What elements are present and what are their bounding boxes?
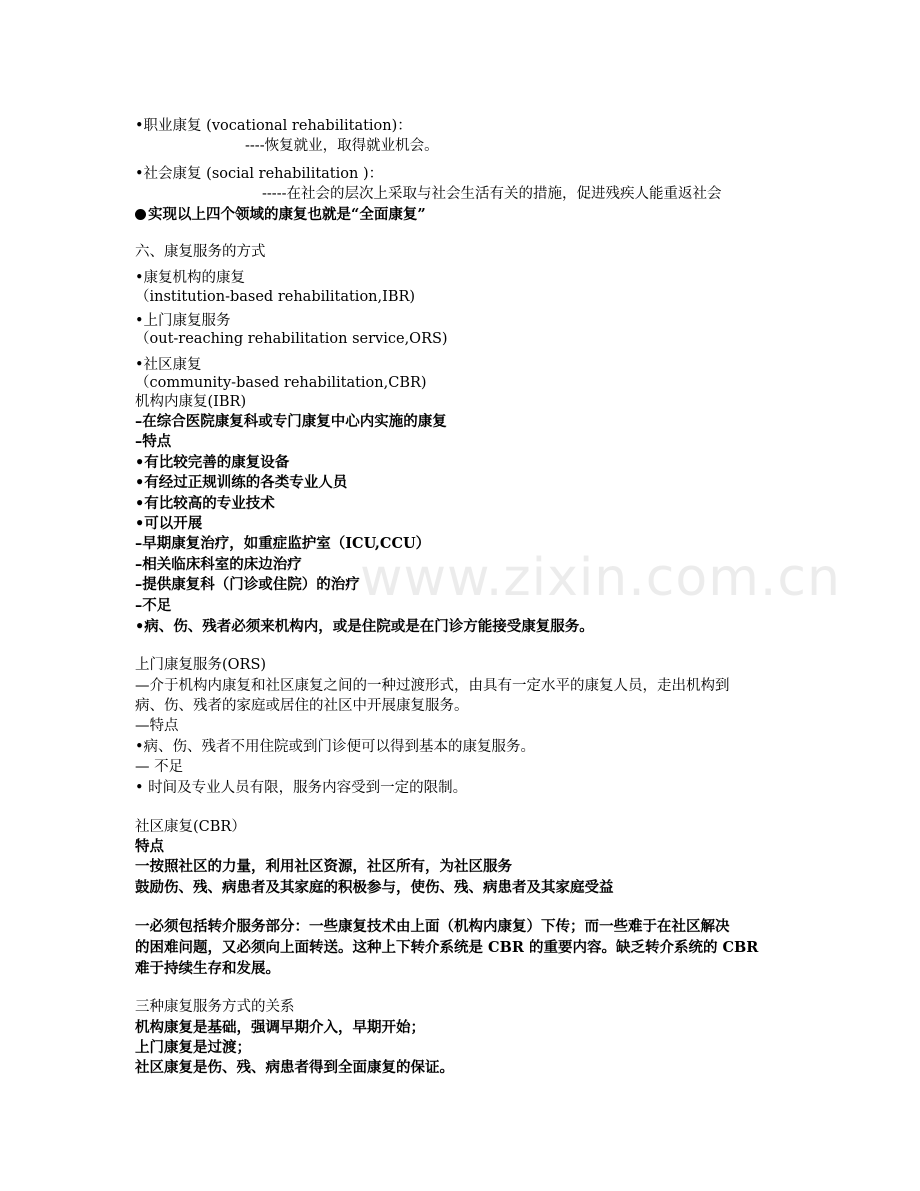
- ibr-feature-2: •有经过正规训练的各类专业人员: [135, 474, 348, 491]
- ibr-feature-3: •有比较高的专业技术: [135, 495, 275, 512]
- list-item-cbr-en: （community-based rehabilitation,CBR): [135, 375, 427, 391]
- relation-3: 社区康复是伤、残、病患者得到全面康复的保证。: [135, 1059, 454, 1076]
- ibr-shortcoming: •病、伤、残者必须来机构内，或是住院或是在门诊方能接受康复服务。: [135, 618, 594, 635]
- full-rehab-note-text: 实现以上四个领域的康复也就是“全面康复”: [148, 206, 426, 223]
- ors-definition-1: —介于机构内康复和社区康复之间的一种过渡形式，由具有一定水平的康复人员，走出机构到: [135, 678, 730, 694]
- relation-heading: 三种康复服务方式的关系: [135, 999, 295, 1015]
- ibr-feature-4: •可以开展: [135, 515, 203, 532]
- cbr-referral-3: 难于持续生存和发展。: [135, 960, 280, 977]
- ibr-features-label: –特点: [135, 433, 172, 450]
- list-item-ibr-en: （institution-based rehabilitation,IBR): [135, 289, 416, 305]
- full-rehab-note: [135, 205, 426, 225]
- ibr-sub-3: –提供康复科（门诊或住院）的治疗: [135, 576, 360, 593]
- vocational-rehab-desc: ----恢复就业，取得就业机会。: [245, 138, 439, 154]
- social-rehab-heading: •社会康复 (social rehabilitation )：: [135, 166, 384, 182]
- cbr-referral-1: 一必须包括转介服务部分：一些康复技术由上面（机构内康复）下传；而一些难于在社区解决: [135, 918, 730, 935]
- ors-shortcoming: • 时间及专业人员有限，服务内容受到一定的限制。: [135, 780, 468, 796]
- ibr-feature-1: •有比较完善的康复设备: [135, 454, 290, 471]
- ibr-heading: 机构内康复(IBR): [135, 394, 247, 410]
- ibr-sub-1: –早期康复治疗，如重症监护室（ICU,CCU）: [135, 535, 431, 552]
- ors-definition-2: 病、伤、残者的家庭或居住的社区中开展康复服务。: [135, 698, 469, 714]
- cbr-feature-1: 一按照社区的力量，利用社区资源，社区所有，为社区服务: [135, 858, 512, 875]
- ors-feature: •病、伤、残者不用住院或到门诊便可以得到基本的康复服务。: [135, 739, 536, 755]
- ibr-definition: –在综合医院康复科或专门康复中心内实施的康复: [135, 413, 447, 430]
- relation-1: 机构康复是基础，强调早期介入，早期开始；: [135, 1019, 425, 1036]
- relation-2: 上门康复是过渡；: [135, 1039, 251, 1056]
- section-six-heading: 六、康复服务的方式: [135, 244, 266, 260]
- list-item-cbr: •社区康复: [135, 357, 202, 373]
- ors-features-label: —特点: [135, 718, 179, 734]
- social-rehab-desc: -----在社会的层次上采取与社会生活有关的措施，促进残疾人能重返社会: [262, 186, 722, 202]
- vocational-rehab-heading: •职业康复 (vocational rehabilitation)：: [135, 118, 412, 134]
- ibr-sub-2: –相关临床科室的床边治疗: [135, 556, 302, 573]
- list-item-ors-en: （out-reaching rehabilitation service,ORS): [135, 331, 448, 347]
- ibr-shortcoming-label: –不足: [135, 597, 172, 614]
- ors-heading: 上门康复服务(ORS): [135, 657, 267, 673]
- list-item-ibr: •康复机构的康复: [135, 270, 246, 286]
- bullet-dot-icon: [135, 209, 146, 220]
- ors-shortcoming-label: — 不足: [135, 759, 184, 775]
- cbr-features-label: 特点: [135, 838, 164, 855]
- cbr-feature-2: 鼓励伤、残、病患者及其家庭的积极参与，使伤、残、病患者及其家庭受益: [135, 879, 614, 896]
- cbr-referral-2: 的困难问题，又必须向上面转送。这种上下转介系统是 CBR 的重要内容。缺乏转介系统的 CBR: [135, 939, 759, 956]
- cbr-heading: 社区康复(CBR）: [135, 819, 246, 835]
- list-item-ors: •上门康复服务: [135, 313, 231, 329]
- watermark-text: www.zixin.com.cn: [360, 548, 841, 608]
